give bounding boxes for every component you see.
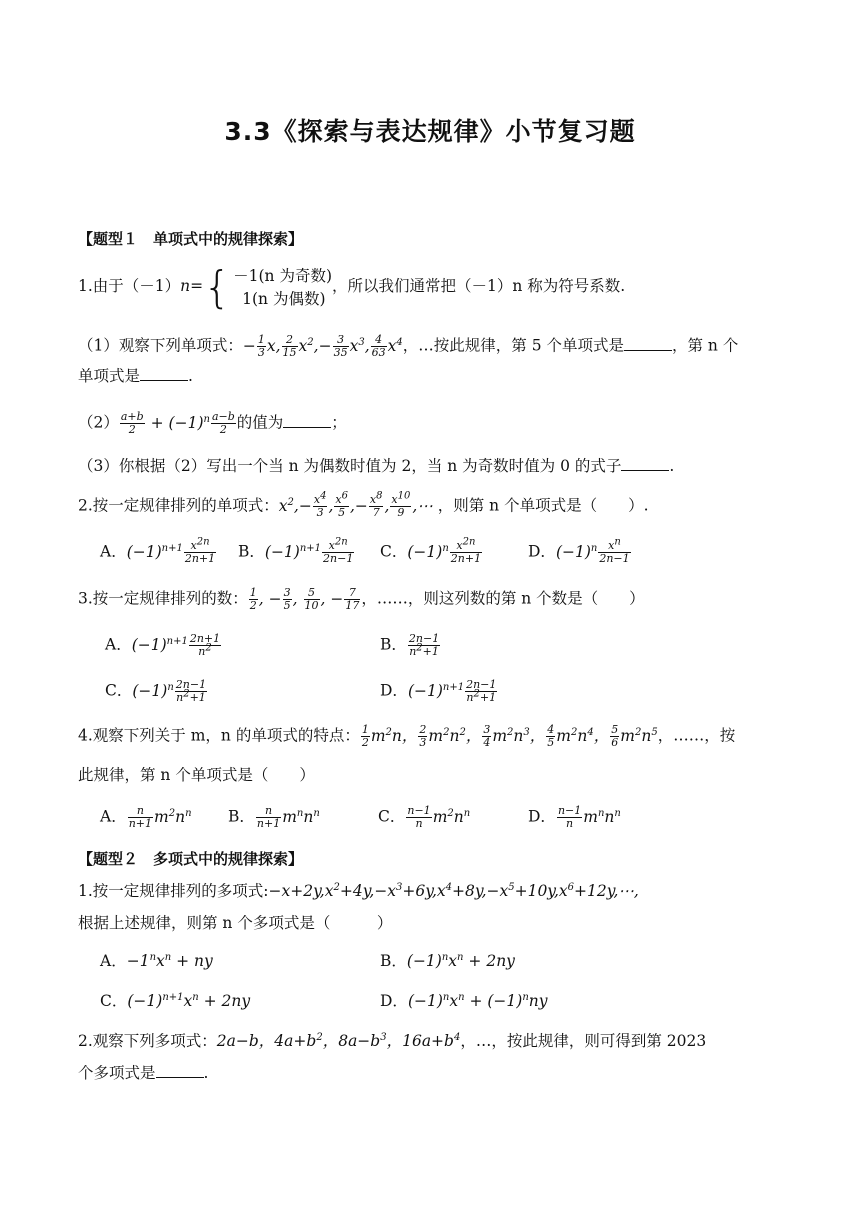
question-1-1-part-3: （3）你根据（2）写出一个当 n 为偶数时值为 2，当 n 为奇数时值为 0 的式子 . [78, 457, 675, 475]
option-1-3-d[interactable]: D．$(-1)^{n+1}$ $\frac{2n-1}{n^2+1}$ [380, 678, 497, 704]
section-heading-1: 【题型１ 单项式中的规律探索】 [78, 230, 304, 248]
option-1-4-b[interactable]: B． $\frac{n}{n+1}$ $m^nn^n$ [228, 804, 320, 830]
option-1-2-d[interactable]: D．$(-1)^n$ $\frac{x^n}{2n-1}$ [528, 536, 630, 565]
option-1-3-a[interactable]: A．$(-1)^{n+1}$ $\frac{2n+1}{n^2}$ [105, 632, 221, 658]
option-1-4-c[interactable]: C． $\frac{n-1}{n}$ $m^2n^n$ [378, 804, 471, 830]
option-2-1-b[interactable]: B．$(-1)^nx^n + 2ny$ [380, 951, 515, 970]
answer-blank[interactable] [624, 336, 672, 351]
option-1-3-c[interactable]: C．$(-1)^n$ $\frac{2n-1}{n^2+1}$ [105, 678, 207, 704]
answer-blank[interactable] [283, 413, 331, 428]
option-1-4-d[interactable]: D． $\frac{n-1}{n}$ $m^nn^n$ [528, 804, 621, 830]
option-1-3-b[interactable]: B． $\frac{2n-1}{n^2+1}$ [380, 632, 440, 658]
question-1-1-part-2: （2） $\frac{a+b}{2}$ + $(-1)^n$ $\frac{a-b}{2}$ 的值为 ； [78, 410, 347, 436]
question-1-1-part-1-cont: 单项式是 . [78, 367, 193, 385]
answer-blank[interactable] [140, 366, 188, 381]
question-2-2-stem-cont: 个多项式是 . [78, 1064, 209, 1082]
answer-blank[interactable] [156, 1063, 204, 1078]
question-1-2-stem: 2.按一定规律排列的单项式：$x^2,-$ $\frac{x^4}{3}$ , $\frac{x^6}{5}$ ,− $\frac{x^8}{7}$ , $\frac{x^{10}}{9}$ ,⋯ ，则第 n 个单项式是（ ）. [78, 490, 649, 519]
piecewise-cases: { －1(n 为奇数) 1(n 为偶数) [203, 262, 333, 313]
section-heading-2: 【题型２ 多项式中的规律探索】 [78, 850, 304, 868]
option-1-2-a[interactable]: A．$(-1)^{n+1}$ $\frac{x^{2n}}{2n+1}$ [100, 536, 216, 565]
option-2-1-c[interactable]: C．$(-1)^{n+1}x^n + 2ny$ [100, 991, 251, 1010]
option-1-2-c[interactable]: C．$(-1)^n$ $\frac{x^{2n}}{2n+1}$ [380, 536, 482, 565]
question-1-1-part-1: （1）观察下列单项式：− $\frac{1}{3}$ x, $\frac{2}{15}$ $x^2,-$ $\frac{3}{35}$ $x^3$, $\frac{4}{63}$ $x^4$，…按此规律，第 5 个单项式是 ，第 n 个 [78, 333, 739, 359]
page-title: 3.3《探索与表达规律》小节复习题 [224, 117, 636, 146]
question-1-4-stem-cont: 此规律，第 n 个单项式是（ ） [78, 766, 315, 784]
question-2-1-stem-cont: 根据上述规律，则第 n 个多项式是（ ） [78, 914, 393, 932]
option-1-2-b[interactable]: B．$(-1)^{n+1}$ $\frac{x^{2n}}{2n-1}$ [238, 536, 354, 565]
option-2-1-a[interactable]: A．$-1^nx^n$ + ny [100, 951, 213, 970]
option-2-1-d[interactable]: D．$(-1)^nx^n + (-1)^nny$ [380, 991, 548, 1010]
question-2-2-stem: 2.观察下列多项式：2a−b，$4a+b^2$，$8a-b^3$，$16a+b^4$，…，按此规律，则可得到第 2023 [78, 1031, 707, 1050]
answer-blank[interactable] [621, 456, 669, 471]
question-1-3-stem: 3.按一定规律排列的数： $\frac{1}{2}$ , − $\frac{3}{5}$ , $\frac{5}{10}$ , − $\frac{7}{17}$ ，……，则这列数的第 n 个数是（ ） [78, 586, 645, 612]
question-1-4-stem: 4.观察下列关于 m，n 的单项式的特点： $\frac{1}{2}$ $m^2n$， $\frac{2}{3}$ $m^2n^2$， $\frac{3}{4}$ $m^2n^3$， $\frac{4}{5}$ $m^2n^4$， $\frac{5}{6}$ $m^2n^5$，……，按 [78, 723, 736, 749]
question-1-1-intro: 1.由于（－1）n={ －1(n 为奇数) 1(n 为偶数) ，所以我们通常把（－1）n 称为符号系数. [78, 262, 626, 313]
option-1-4-a[interactable]: A． $\frac{n}{n+1}$ $m^2n^n$ [100, 804, 192, 830]
question-2-1-stem: 1.按一定规律排列的多项式$:-x+2y,x^2+4y,-x^3+6y,x^4+8y,-x^5+10y,x^6+12y,\cdots$, [78, 881, 639, 900]
